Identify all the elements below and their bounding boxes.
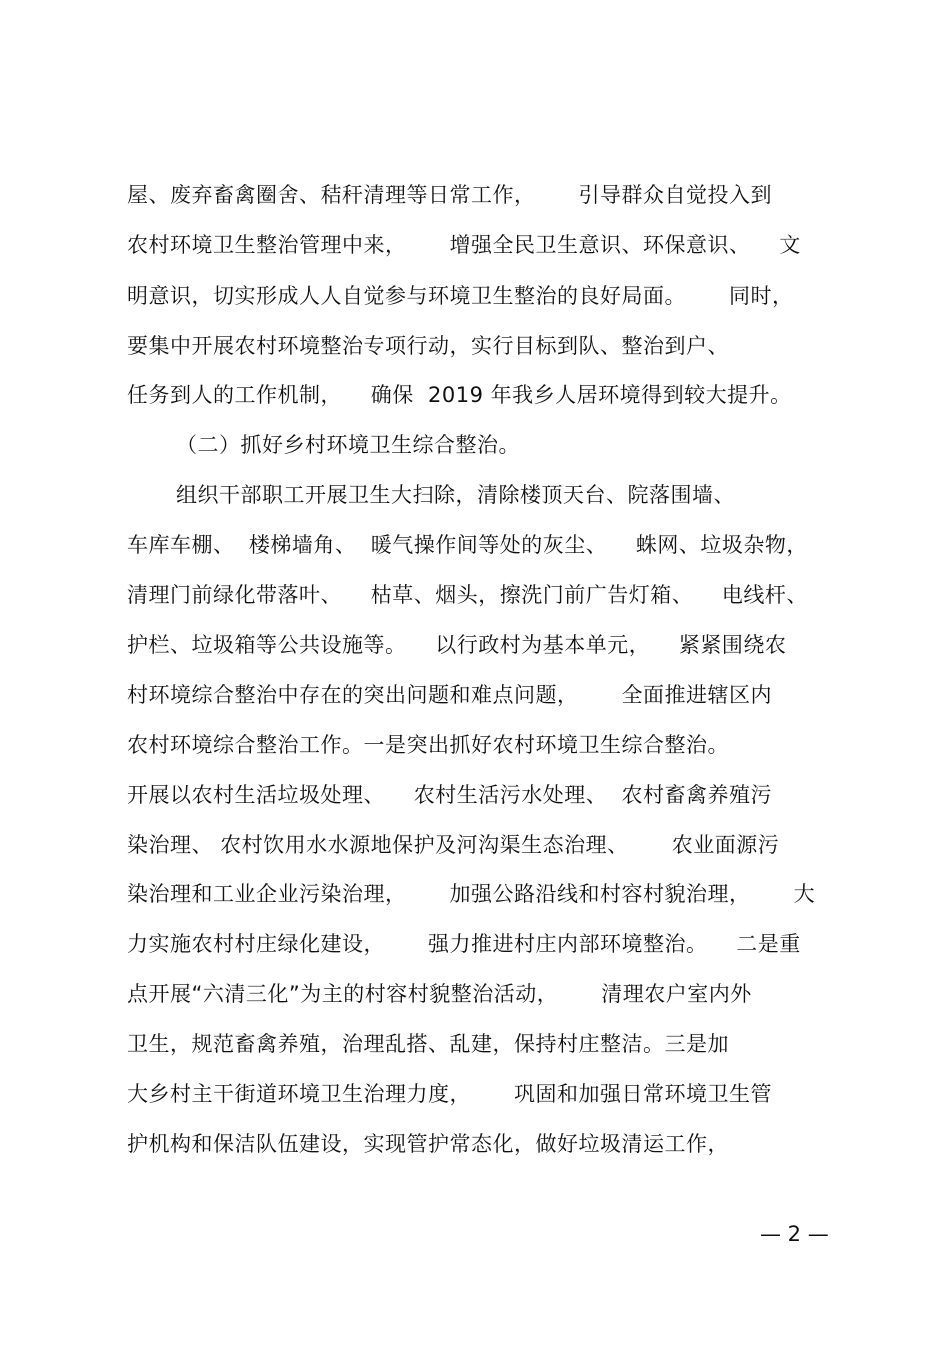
body-text-line: 任务到人的工作机制， 确保 2019 年我乡人居环境得到较大提升。 bbox=[127, 383, 792, 407]
body-text-line: 力实施农村村庄绿化建设， 强力推进村庄内部环境整治。 二是重 bbox=[127, 932, 801, 956]
body-text-line: 开展以农村生活垃圾处理、 农村生活污水处理、 农村畜禽养殖污 bbox=[127, 783, 773, 807]
section-heading: （二）抓好乡村环境卫生综合整治。 bbox=[176, 433, 520, 457]
body-text-line: 卫生，规范畜禽养殖，治理乱搭、乱建，保持村庄整洁。三是加 bbox=[127, 1032, 729, 1056]
page-number: — 2 — bbox=[760, 1222, 829, 1246]
body-text-line: 屋、废弃畜禽圈舍、秸秆清理等日常工作， 引导群众自觉投入到 bbox=[127, 183, 773, 207]
body-text-line: 明意识，切实形成人人自觉参与环境卫生整治的良好局面。 同时， bbox=[127, 284, 794, 308]
body-text-line: 清理门前绿化带落叶、 枯草、烟头，擦洗门前广告灯箱、 电线杆、 bbox=[127, 583, 808, 607]
body-text-line: 组织干部职工开展卫生大扫除，清除楼顶天台、院落围墙、 bbox=[176, 483, 735, 507]
body-text-line: 村环境综合整治中存在的突出问题和难点问题， 全面推进辖区内 bbox=[127, 683, 773, 707]
body-text-line: 车库车棚、 楼梯墙角、 暖气操作间等处的灰尘、 蛛网、垃圾杂物， bbox=[127, 533, 808, 557]
body-text-line: 护栏、垃圾箱等公共设施等。 以行政村为基本单元， 紧紧围绕农 bbox=[127, 633, 787, 657]
body-text-line: 农村环境卫生整治管理中来， 增强全民卫生意识、环保意识、 文 bbox=[127, 233, 801, 257]
body-text-line: 点开展“六清三化”为主的村容村貌整治活动， 清理农户室内外 bbox=[127, 982, 752, 1006]
body-text-line: 农村环境综合整治工作。一是突出抓好农村环境卫生综合整治。 bbox=[127, 733, 729, 757]
body-text-line: 染治理、 农村饮用水水源地保护及河沟渠生态治理、 农业面源污 bbox=[127, 833, 780, 857]
body-text-line: 大乡村主干街道环境卫生治理力度， 巩固和加强日常环境卫生管 bbox=[127, 1082, 773, 1106]
body-text-line: 要集中开展农村环境整治专项行动，实行目标到队、整治到户、 bbox=[127, 334, 729, 358]
body-text-line: 护机构和保洁队伍建设，实现管护常态化，做好垃圾清运工作， bbox=[127, 1132, 729, 1156]
body-text-line: 染治理和工业企业污染治理， 加强公路沿线和村容村貌治理， 大 bbox=[127, 882, 816, 906]
